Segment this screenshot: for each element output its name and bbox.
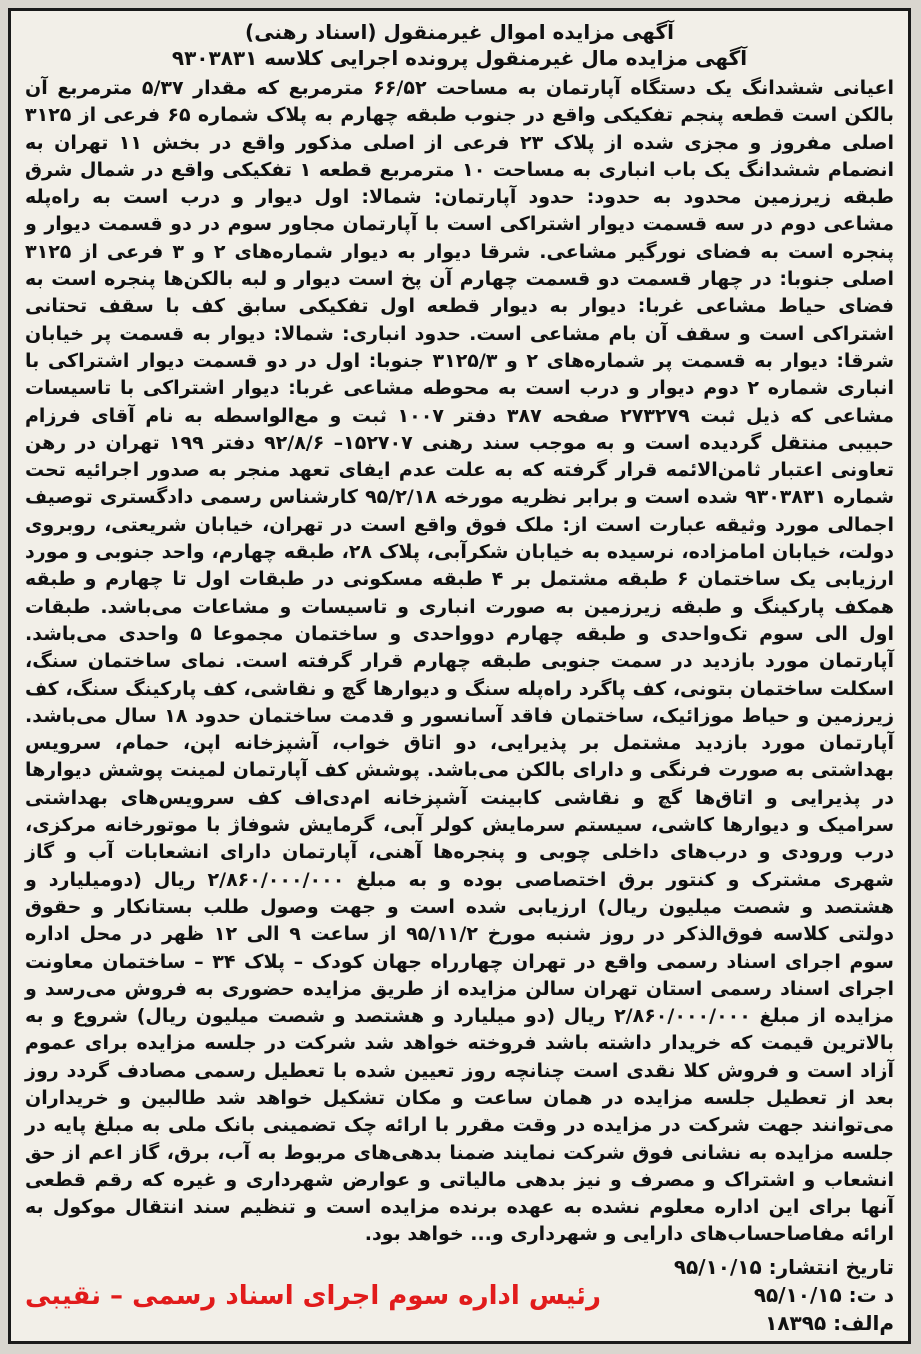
notice-body: اعیانی ششدانگ یک دستگاه آپارتمان به مساحت ۶۶/۵۲ مترمربع که مقدار ۵/۳۷ مترمربع آن بالکن است قطعه پنجم تفکیکی واقع در جنوب طبقه چهارم به پلاک شماره ۶۵ فرعی از ۳۱۲۵ اصلی مفروز و مجزی شده از پلاک ۲۳ فرعی از اصلی مذکور واقع در بخش ۱۱ تهران به انضمام ششدانگ یک باب انباری به مساحت ۱۰ مترمربع قطعه ۱ تفکیکی واقع در شمال شرق طبقه زیرزمین محدود به حدود: حدود آپارتمان: شمالا: اول دیوار و درب است به راه‌پله مشاعی دوم در سه قسمت دیوار اشتراکی است با آپارتمان مجاور سوم در دو قسمت دیوار و پنجره است به فضای نورگیر مشاعی. شرقا دیوار به دیوار شماره‌های ۲ و ۳ فرعی از ۳۱۲۵ اصلی جنوبا: در چهار قسمت دو قسمت چهارم آن پخ است دیوار و لبه بالکن‌ها پنجره است به فضای حیاط مشاعی غربا: دیوار به دیوار قطعه اول تفکیکی سابق کف با سقف تحتانی اشتراکی است و سقف آن بام مشاعی است. حدود انباری: شمالا: دیوار به قسمت پر خیابان شرقا: دیوار به قسمت پر شماره‌های ۲ و ۳۱۲۵/۳ جنوبا: اول در دو قسمت دیوار اشتراکی با انباری شماره ۲ دوم دیوار و درب است به محوطه مشاعی غربا: دیوار اشتراکی با تاسیسات مشاعی که ذیل ثبت ۲۷۳۲۷۹ صفحه ۳۸۷ دفتر ۱۰۰۷ ثبت و مع‌الواسطه به نام آقای فرزام حبیبی منتقل گردیده است و به موجب سند رهنی ۱۵۲۷۰۷– ۹۲/۸/۶ دفتر ۱۹۹ تهران در رهن تعاونی اعتبار ثامن‌الائمه قرار گرفته که به علت عدم ایفای تعهد منجر به صدور اجرائیه تحت شماره ۹۳۰۳۸۳۱ شده است و برابر نظریه مورخه ۹۵/۲/۱۸ کارشناس رسمی دادگستری توصیف اجمالی مورد وثیقه عبارت است از: ملک فوق واقع است در تهران، خیابان شریعتی، روبروی دولت، خیابان امامزاده، نرسیده به خیابان شکرآبی، پلاک ۲۸، طبقه چهارم، واحد جنوبی و مورد ارزیابی یک ساختمان ۶ طبقه مشتمل بر ۴ طبقه مسکونی در طبقات اول تا چهارم و طبقه همکف پارکینگ و طبقه زیرزمین به صورت انباری و تاسیسات و مشاعات می‌باشد. طبقات اول الی سوم تک‌واحدی و طبقه چهارم دوواحدی و ساختمان مجموعا ۵ واحدی می‌باشد. آپارتمان مورد بازدید در سمت جنوبی طبقه چهارم قرار گرفته است. نمای ساختمان سنگ، اسکلت ساختمان بتونی، کف پاگرد راه‌پله سنگ و دیوارها گچ و نقاشی، کف پارکینگ سنگ، کف زیرزمین و حیاط موزائیک، ساختمان فاقد آسانسور و قدمت ساختمان حدود ۱۸ سال می‌باشد. آپارتمان مورد بازدید مشتمل بر پذیرایی، دو اتاق خواب، آشپزخانه اپن، حمام، سرویس بهداشتی به صورت فرنگی و دارای بالکن می‌باشد. پوشش کف آپارتمان لمینت پوشش دیوارها در پذیرایی و اتاق‌ها گچ و نقاشی کابینت آشپزخانه ام‌دی‌اف کف سرویس‌های بهداشتی سرامیک و دیوارها کاشی، سیستم سرمایش کولر آبی، گرمایش شوفاژ با موتورخانه مرکزی، درب ورودی و درب‌های داخلی چوبی و پنجره‌ها آهنی، آپارتمان دارای انشعابات آب و گاز شهری مشترک و کنتور برق اختصاصی بوده و به مبلغ ۲/۸۶۰/۰۰۰/۰۰۰ ریال (دومیلیارد و هشتصد و شصت میلیون ریال) ارزیابی شده است و جهت وصول طلب بستانکار و حقوق دولتی کلاسه فوق‌الذکر در روز شنبه مورخ ۹۵/۱۱/۲ از ساعت ۹ الی ۱۲ ظهر در محل اداره سوم اجرای اسناد رسمی واقع در تهران چهارراه جهان کودک – پلاک ۳۴ – ساختمان معاونت اجرای اسناد رسمی استان تهران سالن مزایده از طریق مزایده حضوری به فروش می‌رسد و مزایده از مبلغ ۲/۸۶۰/۰۰۰/۰۰۰ ریال (دو میلیارد و هشتصد و شصت میلیون ریال) شروع و به بالاترین قیمت که خریدار داشته باشد فروخته خواهد شد شرکت در جلسه مزایده برای عموم آزاد است و فروش کلا نقدی است چنانچه روز تعیین شده با تعطیل رسمی مصادف گردد روز بعد از تعطیل جلسه مزایده در همان ساعت و مکان تشکیل خواهد شد طالبین و خریداران می‌توانند جهت شرکت در مزایده در وقت مقرر با ارائه چک تضمینی بانک ملی به مبلغ پایه در جلسه مزایده به نشانی فوق شرکت نمایند ضمنا بدهی‌های مربوط به آب، برق، گاز اعم از حق انشعاب و اشتراک و مصرف و نیز بدهی مالیاتی و عوارض شهرداری و غیره که رقم قطعی آنها برای این اداره معلوم نشده به عهده برنده مزایده است و تنظیم سند انتقال موکول به ارائه مفاصاحساب‌های دارایی و شهرداری و... خواهد بود. [25, 77, 895, 1246]
notice-footer [25, 1253, 894, 1337]
notice-subtitle: آگهی مزایده مال غیرمنقول پرونده اجرایی کلاسه ۹۳۰۳۸۳۱ [171, 46, 748, 70]
signature: رئیس اداره سوم اجرای اسناد رسمی – نقیبی [25, 1280, 601, 1311]
publish-date: تاریخ انتشار: ۹۵/۱۰/۱۵ [673, 1254, 894, 1279]
dt-date: د ت: ۹۵/۱۰/۱۵ [753, 1282, 894, 1307]
malef-number: م‌الف: ۱۸۳۹۵ [765, 1310, 894, 1335]
auction-notice [8, 8, 911, 1344]
notice-title: آگهی مزایده اموال غیرمنقول (اسناد رهنی) [245, 20, 674, 44]
